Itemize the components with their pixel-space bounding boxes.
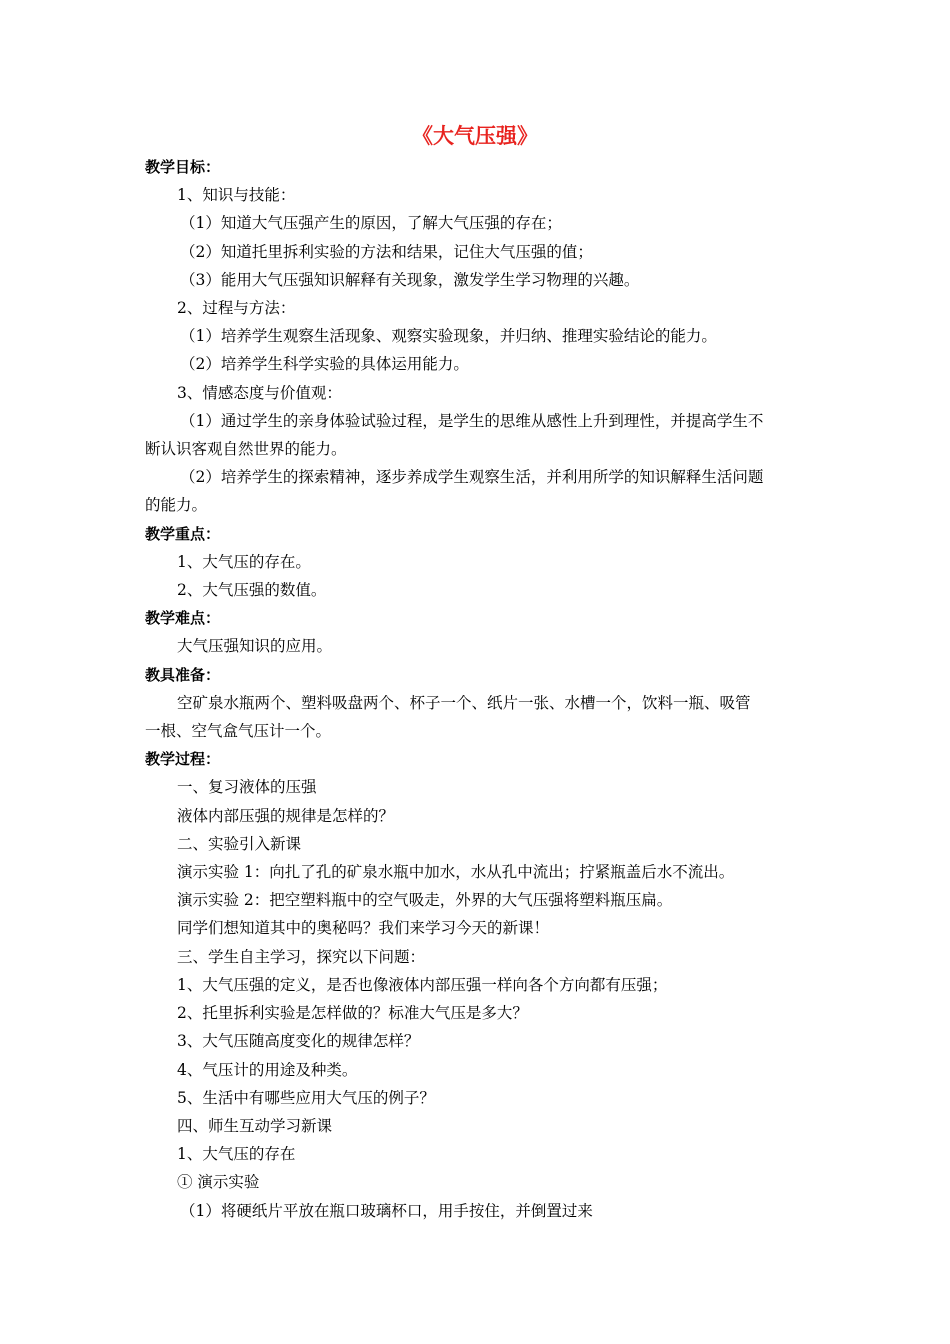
document-body	[145, 153, 810, 1225]
process-step: 1、大气压的存在	[177, 1145, 296, 1164]
objective-subitem-continuation: 断认识客观自然世界的能力。	[145, 440, 347, 459]
objective-item: 2、过程与方法：	[177, 299, 296, 318]
section-heading-process: 教学过程：	[145, 750, 221, 769]
process-step: 演示实验 2：把空塑料瓶中的空气吸走，外界的大气压强将塑料瓶压扁。	[177, 891, 673, 910]
process-step: 2、托里拆利实验是怎样做的？标准大气压是多大？	[177, 1004, 528, 1023]
section-heading-key-points: 教学重点：	[145, 524, 221, 543]
objective-subitem-continuation: 的能力。	[145, 496, 208, 515]
tools-text-continuation: 一根、空气盒气压计一个。	[145, 722, 332, 741]
process-step: 一、复习液体的压强	[177, 778, 317, 797]
process-step: 液体内部压强的规律是怎样的？	[177, 806, 395, 825]
process-step: 四、师生互动学习新课	[177, 1116, 333, 1135]
process-step: 二、实验引入新课	[177, 834, 302, 853]
section-heading-difficulties: 教学难点：	[145, 609, 221, 628]
process-step: 1、大气压强的定义，是否也像液体内部压强一样向各个方向都有压强；	[177, 975, 668, 994]
objective-subitem: （2）培养学生的探索精神，逐步养成学生观察生活，并利用所学的知识解释生活问题	[180, 468, 764, 487]
process-step: 三、学生自主学习，探究以下问题：	[177, 947, 426, 966]
section-heading-tools: 教具准备：	[145, 665, 221, 684]
process-step: 4、气压计的用途及种类。	[177, 1060, 358, 1079]
objective-subitem: （1）通过学生的亲身体验试验过程，是学生的思维从感性上升到理性，并提高学生不	[180, 411, 764, 430]
objective-item: 3、情感态度与价值观：	[177, 383, 342, 402]
objective-subitem: （1）知道大气压强产生的原因，了解大气压强的存在；	[180, 214, 562, 233]
process-step: 同学们想知道其中的奥秘吗？我们来学习今天的新课！	[177, 919, 550, 938]
process-step: ① 演示实验	[177, 1173, 260, 1192]
process-step: 演示实验 1：向扎了孔的矿泉水瓶中加水，水从孔中流出；拧紧瓶盖后水不流出。	[177, 863, 735, 882]
key-point-item: 2、大气压强的数值。	[177, 581, 327, 600]
process-step: 5、生活中有哪些应用大气压的例子？	[177, 1088, 435, 1107]
objective-item: 1、知识与技能：	[177, 186, 296, 205]
objective-subitem: （1）培养学生观察生活现象、观察实验现象，并归纳、推理实验结论的能力。	[180, 327, 717, 346]
document-title: 《大气压强》	[412, 124, 538, 148]
objective-subitem: （3）能用大气压强知识解释有关现象，激发学生学习物理的兴趣。	[180, 270, 640, 289]
difficulty-item: 大气压强知识的应用。	[177, 637, 333, 656]
process-step: （1）将硬纸片平放在瓶口玻璃杯口，用手按住，并倒置过来	[180, 1201, 593, 1220]
key-point-item: 1、大气压的存在。	[177, 552, 311, 571]
tools-text: 空矿泉水瓶两个、塑料吸盘两个、杯子一个、纸片一张、水槽一个，饮料一瓶、吸管	[177, 693, 751, 712]
objective-subitem: （2）培养学生科学实验的具体运用能力。	[180, 355, 469, 374]
section-heading-objectives: 教学目标：	[145, 158, 221, 176]
process-step: 3、大气压随高度变化的规律怎样？	[177, 1032, 420, 1051]
objective-subitem: （2）知道托里拆利实验的方法和结果，记住大气压强的值；	[180, 242, 593, 261]
